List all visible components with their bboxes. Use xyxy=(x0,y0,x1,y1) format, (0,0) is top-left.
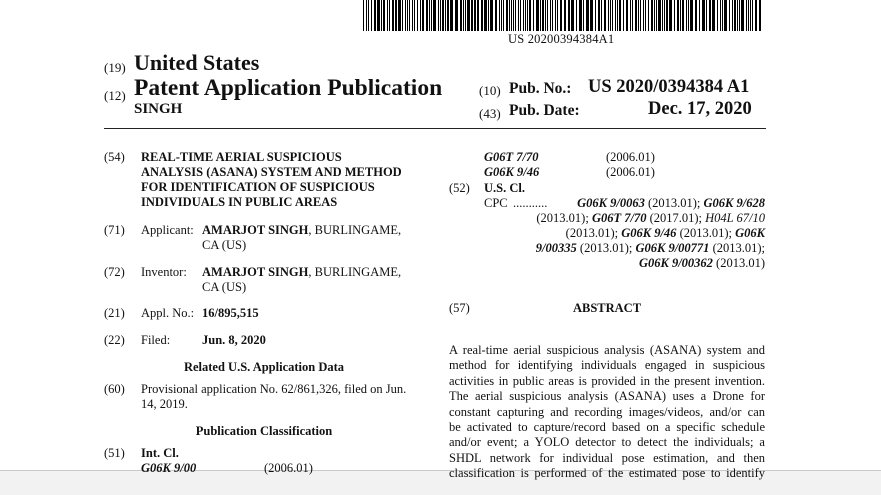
inventor-label: Inventor: xyxy=(141,265,187,279)
barcode-bar xyxy=(501,0,502,31)
barcode-bar xyxy=(610,0,611,31)
barcode-bar xyxy=(712,0,715,31)
barcode-bar xyxy=(426,0,428,31)
inventor-name: AMARJOT SINGH xyxy=(202,265,309,279)
barcode-bar xyxy=(547,0,548,31)
barcode-bar xyxy=(608,0,609,31)
cpc-code: G06K 9/00771 xyxy=(635,241,710,255)
title-line-4: INDIVIDUALS IN PUBLIC AREAS xyxy=(141,195,338,209)
filed-date: Jun. 8, 2020 xyxy=(202,333,266,347)
int-cl-year-3: (2006.01) xyxy=(606,165,655,179)
barcode-bar xyxy=(739,0,740,31)
barcode-bar xyxy=(414,0,415,31)
barcode-bar xyxy=(527,0,528,31)
inventor-city: , BURLINGAME, xyxy=(308,265,402,279)
barcode-bar xyxy=(409,0,410,31)
inid-code-22: (22) xyxy=(104,333,125,347)
barcode-bar xyxy=(429,0,430,31)
barcode-bar xyxy=(638,0,639,31)
applicant-label: Applicant: xyxy=(141,223,194,237)
barcode-bar xyxy=(387,0,388,31)
barcode-bar xyxy=(495,0,497,31)
abstract-text xyxy=(449,343,765,482)
inid-code-71: (71) xyxy=(104,223,125,237)
cpc-code: G06K 9/00362 xyxy=(638,256,713,270)
inid-code-72: (72) xyxy=(104,265,125,279)
cpc-code: G06K 9/46 xyxy=(621,226,677,240)
barcode-bar xyxy=(536,0,539,31)
inid-code-43: (43) xyxy=(479,106,501,121)
int-cl-code-3: G06K 9/46 xyxy=(484,165,540,179)
inid-code-54: (54) xyxy=(104,150,125,164)
cpc-line-5 xyxy=(639,256,765,271)
title-line-2: ANALYSIS (ASANA) SYSTEM AND METHOD xyxy=(141,165,402,179)
barcode-bar xyxy=(748,0,749,31)
applicant-city: , BURLINGAME, xyxy=(308,223,402,237)
barcode-bar xyxy=(402,0,403,31)
barcode-bar xyxy=(377,0,380,31)
barcode-number: US 20200394384A1 xyxy=(508,32,615,46)
barcode-bar xyxy=(557,0,558,31)
barcode-bar xyxy=(431,0,432,31)
barcode-bar xyxy=(617,0,618,31)
related-data-heading: Related U.S. Application Data xyxy=(183,360,345,374)
cpc-version: (2013.01) xyxy=(712,256,765,270)
int-cl-year-2: (2006.01) xyxy=(606,150,655,164)
barcode-bar xyxy=(643,0,644,31)
barcode-bar xyxy=(759,0,761,31)
barcode-bar xyxy=(690,0,693,31)
inid-code-57: (57) xyxy=(449,301,470,315)
abstract-line: and/or event; a YOLO detector to detect the individuals; a xyxy=(449,435,765,450)
barcode-bar xyxy=(576,0,577,31)
barcode-bar xyxy=(422,0,424,31)
abstract-line: A real-time aerial suspicious analysis (ASANA) system and xyxy=(449,343,765,357)
barcode-bar xyxy=(750,0,751,31)
barcode xyxy=(363,0,763,31)
barcode-bar xyxy=(506,0,508,31)
barcode-bar xyxy=(484,0,487,31)
barcode-bar xyxy=(550,0,551,31)
provisional-line-2: 14, 2019. xyxy=(141,397,188,411)
filed-label: Filed: xyxy=(141,333,171,347)
barcode-bar xyxy=(601,0,602,31)
abstract-line: be activated to capture/record based on a specific schedule xyxy=(449,419,765,434)
barcode-bar xyxy=(555,0,556,31)
barcode-bar xyxy=(583,0,584,31)
barcode-bar xyxy=(542,0,544,31)
barcode-bar xyxy=(682,0,684,31)
inid-code-10: (10) xyxy=(479,83,501,98)
barcode-bar xyxy=(395,0,397,31)
barcode-bar xyxy=(579,0,582,31)
barcode-bar xyxy=(658,0,661,31)
barcode-bar xyxy=(363,0,364,31)
int-cl-label: Int. Cl. xyxy=(141,446,179,460)
barcode-bar xyxy=(595,0,596,31)
barcode-bar xyxy=(669,0,672,31)
barcode-bar xyxy=(520,0,521,31)
barcode-bar xyxy=(734,0,736,31)
barcode-bar xyxy=(586,0,589,31)
barcode-bar xyxy=(420,0,421,31)
barcode-bar xyxy=(619,0,621,31)
barcode-bar xyxy=(662,0,663,31)
barcode-bar xyxy=(590,0,593,31)
barcode-bar xyxy=(374,0,376,31)
cpc-dots: ........... xyxy=(513,196,548,210)
barcode-bar xyxy=(389,0,390,31)
title-line-3: FOR IDENTIFICATION OF SUSPICIOUS xyxy=(141,180,375,194)
cpc-line-1 xyxy=(577,196,765,211)
publication-type: Patent Application Publication xyxy=(134,75,443,101)
barcode-bar xyxy=(383,0,385,31)
barcode-bar xyxy=(433,0,436,31)
barcode-bar xyxy=(477,0,479,31)
cpc-code: H04L 67/10 xyxy=(705,211,765,225)
barcode-bar xyxy=(518,0,519,31)
barcode-bar xyxy=(368,0,369,31)
title-line-1: REAL-TIME AERIAL SUSPICIOUS xyxy=(141,150,342,164)
barcode-bar xyxy=(490,0,493,31)
barcode-bar xyxy=(398,0,401,31)
barcode-bar xyxy=(513,0,514,31)
barcode-bar xyxy=(651,0,653,31)
barcode-bar xyxy=(366,0,367,31)
barcode-bar xyxy=(463,0,464,31)
cpc-line-3 xyxy=(566,226,765,241)
barcode-bar xyxy=(706,0,707,31)
barcode-bar xyxy=(722,0,723,31)
barcode-bar xyxy=(720,0,721,31)
barcode-bar xyxy=(741,0,744,31)
barcode-bar xyxy=(677,0,679,31)
barcode-bar xyxy=(445,0,446,31)
cpc-version: (2017.01); xyxy=(646,211,706,225)
inid-code-52: (52) xyxy=(449,181,470,195)
appl-no-label: Appl. No.: xyxy=(141,306,195,320)
cpc-version: (2013.01); xyxy=(536,211,592,225)
barcode-bar xyxy=(724,0,727,31)
barcode-bar xyxy=(540,0,541,31)
barcode-bar xyxy=(407,0,408,31)
barcode-bar xyxy=(412,0,413,31)
barcode-bar xyxy=(545,0,546,31)
barcode-bar xyxy=(525,0,526,31)
cpc-version: (2013.01); xyxy=(676,226,736,240)
cpc-code: G06K xyxy=(735,226,765,240)
abstract-heading: ABSTRACT xyxy=(572,301,642,315)
header-rule xyxy=(104,128,766,129)
barcode-bar xyxy=(471,0,473,31)
barcode-bar xyxy=(615,0,616,31)
pub-date: Dec. 17, 2020 xyxy=(648,99,752,119)
appl-no: 16/895,515 xyxy=(202,306,259,320)
us-cl-label: U.S. Cl. xyxy=(484,181,525,195)
inventor-line-1 xyxy=(202,265,401,280)
barcode-bar xyxy=(648,0,649,31)
barcode-bar xyxy=(635,0,637,31)
applicant-line-2: CA (US) xyxy=(202,238,247,252)
inid-code-19: (19) xyxy=(104,60,126,75)
barcode-bar xyxy=(666,0,668,31)
cpc-code: G06K 9/0063 xyxy=(577,196,645,210)
barcode-bar xyxy=(746,0,747,31)
pub-date-label: Pub. Date: xyxy=(509,102,580,119)
cpc-line-4 xyxy=(536,241,765,256)
barcode-bar xyxy=(695,0,697,31)
abstract-line: classification is performed of the estimated pose to identify xyxy=(449,466,765,481)
barcode-bar xyxy=(656,0,657,31)
barcode-bar xyxy=(568,0,570,31)
cpc-version: (2013.01); xyxy=(644,196,704,210)
barcode-bar xyxy=(560,0,562,31)
barcode-bar xyxy=(440,0,441,31)
barcode-bar xyxy=(465,0,466,31)
cpc-line-2 xyxy=(536,211,765,226)
barcode-bar xyxy=(604,0,606,31)
barcode-bar xyxy=(680,0,681,31)
int-cl-year: (2006.01) xyxy=(264,461,313,475)
barcode-bar xyxy=(612,0,613,31)
inid-code-60: (60) xyxy=(104,382,125,396)
barcode-bar xyxy=(626,0,628,31)
country: United States xyxy=(134,50,260,75)
provisional-line-1: Provisional application No. 62/861,326, filed on Jun. xyxy=(141,382,407,396)
barcode-bar xyxy=(438,0,439,31)
cpc-version: (2013.01); xyxy=(565,226,622,240)
barcode-bar xyxy=(674,0,675,31)
barcode-bar xyxy=(552,0,553,31)
abstract-line: method for identifying individuals engaged in suspicious xyxy=(449,358,765,373)
barcode-bar xyxy=(371,0,372,31)
barcode-bar xyxy=(686,0,687,31)
barcode-bar xyxy=(640,0,641,31)
barcode-bar xyxy=(533,0,534,31)
abstract-line: activities in public areas is provided in the present invention. xyxy=(449,373,765,388)
barcode-bar xyxy=(737,0,738,31)
barcode-bar xyxy=(654,0,655,31)
abstract-line: SHDL network for individual pose estimation, and then xyxy=(449,450,765,465)
barcode-bar xyxy=(499,0,500,31)
inventor-surname: SINGH xyxy=(134,101,183,117)
inventor-line-2: CA (US) xyxy=(202,280,247,294)
inid-code-51: (51) xyxy=(104,446,125,460)
barcode-bar xyxy=(481,0,483,31)
barcode-bar xyxy=(571,0,574,31)
barcode-bar xyxy=(474,0,476,31)
barcode-bar xyxy=(450,0,453,31)
pub-no: US 2020/0394384 A1 xyxy=(588,77,750,97)
barcode-bar xyxy=(632,0,633,31)
abstract-line: constant capturing and recording images/videos, and/or can xyxy=(449,404,765,419)
barcode-bar xyxy=(717,0,718,31)
barcode-bar xyxy=(467,0,470,31)
barcode-bar xyxy=(417,0,418,31)
cpc-code: G06T 7/70 xyxy=(591,211,647,225)
barcode-bar xyxy=(623,0,624,31)
barcode-bar xyxy=(455,0,458,31)
barcode-bar xyxy=(405,0,406,31)
inid-code-21: (21) xyxy=(104,306,125,320)
barcode-bar xyxy=(752,0,753,31)
barcode-bar xyxy=(688,0,689,31)
barcode-bar xyxy=(755,0,757,31)
barcode-bar xyxy=(732,0,733,31)
barcode-bar xyxy=(381,0,382,31)
barcode-bar xyxy=(515,0,516,31)
barcode-bar xyxy=(392,0,394,31)
barcode-bar xyxy=(564,0,566,31)
barcode-bar xyxy=(699,0,700,31)
barcode-bar xyxy=(664,0,665,31)
barcode-bar xyxy=(529,0,531,31)
barcode-bar xyxy=(630,0,631,31)
barcode-bar xyxy=(460,0,462,31)
applicant-line-1 xyxy=(202,223,401,238)
cpc-version: (2013.01); xyxy=(709,241,765,255)
barcode-bar xyxy=(523,0,524,31)
cpc-code: 9/00335 xyxy=(535,241,577,255)
int-cl-code-2: G06T 7/70 xyxy=(484,150,539,164)
inid-code-12: (12) xyxy=(104,88,126,103)
cpc-code: G06K 9/628 xyxy=(703,196,765,210)
barcode-bar xyxy=(511,0,512,31)
barcode-bar xyxy=(729,0,730,31)
int-cl-code: G06K 9/00 xyxy=(141,461,197,475)
abstract-line: The aerial suspicious analysis (ASANA) uses a Drone for xyxy=(449,389,765,404)
pub-no-label: Pub. No.: xyxy=(509,80,572,97)
barcode-bar xyxy=(709,0,711,31)
barcode-bar xyxy=(447,0,449,31)
barcode-bar xyxy=(509,0,510,31)
cpc-label: CPC xyxy=(484,196,508,210)
applicant-name: AMARJOT SINGH xyxy=(202,223,309,237)
barcode-bar xyxy=(488,0,489,31)
barcode-bar xyxy=(645,0,646,31)
barcode-bar xyxy=(503,0,504,31)
barcode-bar xyxy=(598,0,600,31)
classification-heading: Publication Classification xyxy=(195,424,333,438)
barcode-bar xyxy=(702,0,705,31)
barcode-bar xyxy=(442,0,444,31)
cpc-version: (2013.01); xyxy=(576,241,636,255)
